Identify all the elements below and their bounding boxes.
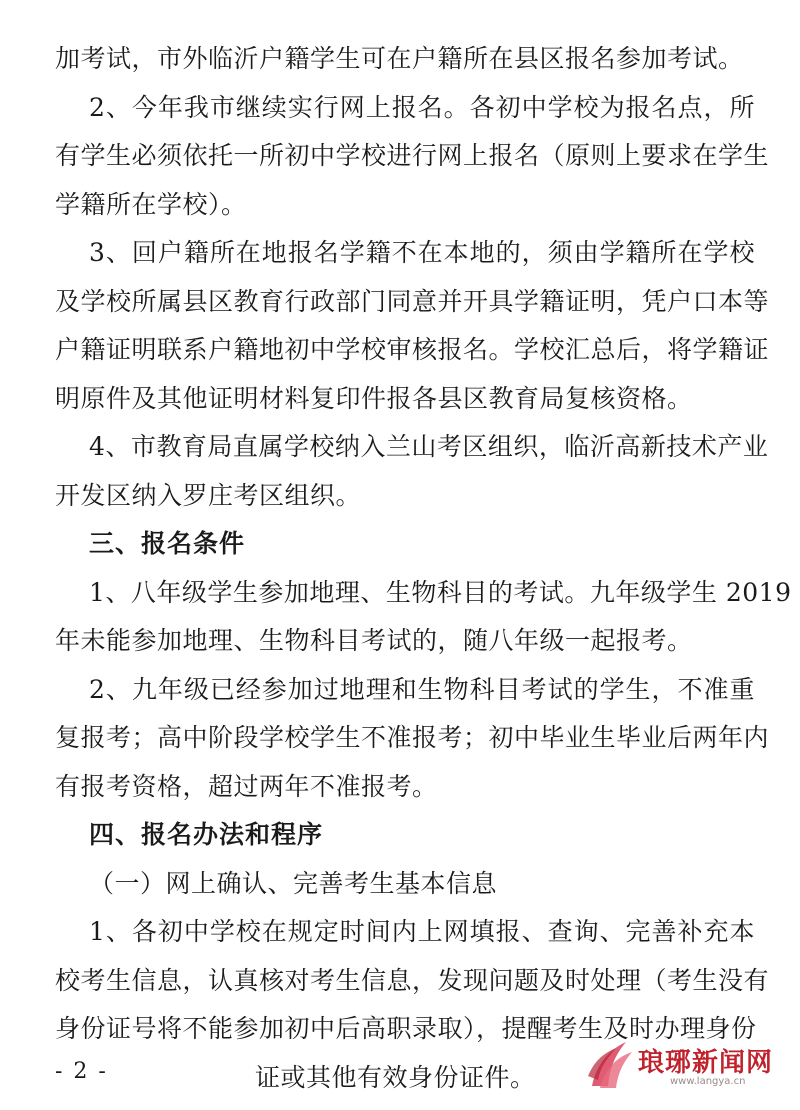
subsection-heading: （一）网上确认、完善考生基本信息 [89,869,498,898]
paragraph-line: 2、今年我市继续实行网上报名。各初中学校为报名点，所 [89,93,755,122]
paragraph-line: 明原件及其他证明材料复印件报各县区教育局复核资格。 [55,384,693,413]
paragraph-line: 有学生必须依托一所初中学校进行网上报名（原则上要求在学生 [55,141,770,170]
watermark-site-name: 琅琊新闻网 [638,1048,774,1078]
paragraph-line: 3、回户籍所在地报名学籍不在本地的，须由学籍所在学校 [89,238,755,267]
paragraph-line: 开发区纳入罗庄考区组织。 [55,481,362,510]
paragraph-line: 1、八年级学生参加地理、生物科目的考试。九年级学生 2019 [89,578,792,607]
paragraph-line: 户籍证明联系户籍地初中学校审核报名。学校汇总后，将学籍证 [55,335,770,364]
paragraph-line: 校考生信息，认真核对考生信息，发现问题及时处理（考生没有 [55,966,770,995]
section-heading: 三、报名条件 [89,529,246,558]
paragraph-line: 有报考资格，超过两年不准报考。 [55,772,438,801]
watermark-url: www.langya.cn [670,1076,746,1087]
paragraph-line: 及学校所属县区教育行政部门同意并开具学籍证明，凭户口本等 [55,287,770,316]
paragraph-line: 学籍所在学校）。 [55,190,247,219]
paragraph-line: 4、市教育局直属学校纳入兰山考区组织，临沂高新技术产业 [89,432,769,461]
paragraph-line: 2、九年级已经参加过地理和生物科目考试的学生，不准重 [89,675,755,704]
paragraph-line: 证或其他有效身份证件。 [255,1063,536,1092]
section-heading: 四、报名办法和程序 [89,820,324,849]
paragraph-line: 复报考；高中阶段学校学生不准报考；初中毕业生毕业后两年内 [55,723,770,752]
paragraph-line: 1、各初中学校在规定时间内上网填报、查询、完善补充本 [89,917,755,946]
site-watermark [586,1036,786,1096]
paragraph-line: 身份证号将不能参加初中后高职录取），提醒考生及时办理身份 [55,1014,757,1043]
page-number: - 2 - [55,1059,108,1084]
paragraph-line: 加考试，市外临沂户籍学生可在户籍所在县区报名参加考试。 [55,44,744,73]
paragraph-line: 年未能参加地理、生物科目考试的，随八年级一起报考。 [55,626,693,655]
langya-logo-icon [586,1036,638,1092]
